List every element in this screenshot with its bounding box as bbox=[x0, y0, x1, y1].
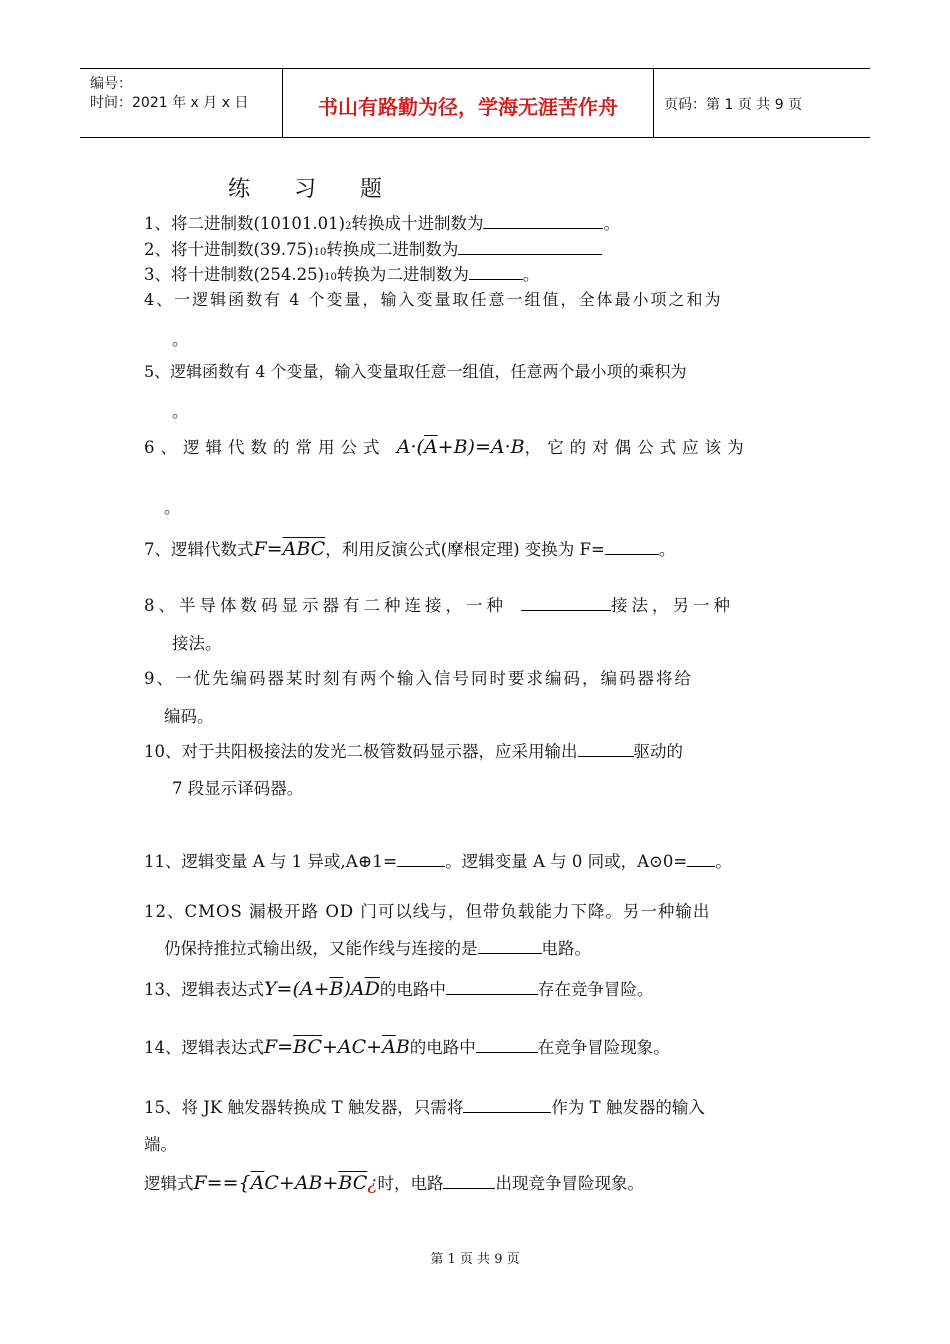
formula-q11: A⊕1= bbox=[345, 852, 398, 872]
question-6: 6、逻辑代数的常用公式 $A\cdot(\overline{A}+B)=A\cdot B$，它的对偶公式应该为 bbox=[144, 436, 750, 458]
question-9-line2: 编码。 bbox=[164, 707, 214, 726]
question-7: 7、逻辑代数式$F=\overline{ABC}$，利用反演公式(摩根定理) 变换为 F= 。 bbox=[144, 538, 676, 560]
answer-blank[interactable] bbox=[578, 740, 634, 757]
answer-blank[interactable] bbox=[605, 538, 659, 555]
title-char-1: 练 bbox=[228, 177, 251, 202]
motto: 书山有路勤为径，学海无涯苦作舟 bbox=[318, 95, 618, 119]
time-label: 时间：2021 年 x 月 x 日 bbox=[90, 95, 249, 111]
answer-blank[interactable] bbox=[446, 978, 538, 995]
question-12: 12、CMOS 漏极开路 OD 门可以线与，但带负载能力下降。另一种输出 bbox=[144, 902, 711, 921]
page-title bbox=[228, 172, 426, 203]
title-char-2: 习 bbox=[294, 177, 317, 202]
question-10: 10、对于共阳极接法的发光二极管数码显示器，应采用输出 驱动的 bbox=[144, 742, 683, 761]
answer-blank[interactable] bbox=[687, 850, 715, 867]
answer-blank[interactable] bbox=[476, 1036, 538, 1053]
question-6-line2: 。 bbox=[164, 498, 181, 517]
question-15: 15、将 JK 触发器转换成 T 触发器，只需将 作为 T 触发器的输入 bbox=[144, 1098, 705, 1117]
page-footer: 第 1 页 共 9 页 bbox=[430, 1252, 520, 1267]
formula-q7: $F=\overline{ABC}$ bbox=[253, 538, 326, 560]
answer-blank[interactable] bbox=[458, 238, 602, 255]
question-2: 2、将十进制数(39.75)10转换成二进制数为 bbox=[144, 236, 602, 260]
formula-q13: $Y=(A+\overline{B})A\overline{D}$ bbox=[264, 978, 380, 1000]
question-14: 14、逻辑表达式$F=\overline{B}\overline{C}+AC+\overline{A}B$的电路中 在竞争冒险现象。 bbox=[144, 1036, 670, 1058]
formula-q14: $F=\overline{B}\overline{C}+AC+\overline{A}B$ bbox=[264, 1036, 410, 1058]
question-15-line2: 端。 bbox=[144, 1135, 177, 1154]
question-8-line2: 接法。 bbox=[172, 634, 222, 653]
question-9: 9、一优先编码器某时刻有两个输入信号同时要求编码，编码器将给 bbox=[144, 669, 693, 688]
page-info: 页码：第 1 页 共 9 页 bbox=[664, 97, 803, 113]
question-8: 8、半导体数码显示器有二种连接，一种 接法，另一种 bbox=[144, 596, 734, 615]
header-middle-cell bbox=[283, 69, 654, 137]
header-right-cell bbox=[654, 69, 870, 137]
question-4-line2: 。 bbox=[172, 330, 189, 349]
question-12-line2: 仍保持推拉式输出级，又能作线与连接的是 电路。 bbox=[164, 939, 591, 958]
formula-q16: $F==\{\overline{A}C+AB+\overline{B}\overline{C}¿$ bbox=[193, 1172, 378, 1194]
question-5-line2: 。 bbox=[172, 402, 189, 421]
answer-blank[interactable] bbox=[397, 850, 445, 867]
title-char-3: 题 bbox=[360, 177, 383, 202]
question-13: 13、逻辑表达式$Y=(A+\overline{B})A\overline{D}$的电路中 存在竞争冒险。 bbox=[144, 978, 654, 1000]
answer-blank[interactable] bbox=[483, 212, 603, 229]
question-3: 3、将十进制数(254.25)10转换为二进制数为 。 bbox=[144, 265, 540, 284]
question-4: 4、一逻辑函数有 4 个变量，输入变量取任意一组值，全体最小项之和为 bbox=[144, 290, 723, 309]
question-5: 5、逻辑函数有 4 个变量，输入变量取任意一组值，任意两个最小项的乘积为 bbox=[144, 362, 687, 381]
header-table bbox=[80, 68, 870, 138]
question-1: 1、将二进制数(10101.01)2转换成十进制数为 。 bbox=[144, 214, 620, 233]
answer-blank[interactable] bbox=[463, 1096, 551, 1113]
answer-blank[interactable] bbox=[443, 1172, 495, 1189]
question-16: 逻辑式$F==\{\overline{A}C+AB+\overline{B}\overline{C}¿$时，电路 出现竞争冒险现象。 bbox=[144, 1172, 644, 1194]
formula-q6: $A\cdot(\overline{A}+B)=A\cdot B$ bbox=[396, 436, 525, 458]
question-11: 11、逻辑变量 A 与 1 异或,A⊕1= 。逻辑变量 A 与 0 同或，A⊙0= 。 bbox=[144, 852, 732, 872]
answer-blank[interactable] bbox=[478, 937, 542, 954]
question-10-line2: 7 段显示译码器。 bbox=[172, 779, 304, 798]
answer-blank[interactable] bbox=[469, 263, 523, 280]
header-left-cell bbox=[80, 69, 283, 137]
number-label: 编号： bbox=[90, 76, 132, 92]
answer-blank[interactable] bbox=[521, 594, 611, 611]
